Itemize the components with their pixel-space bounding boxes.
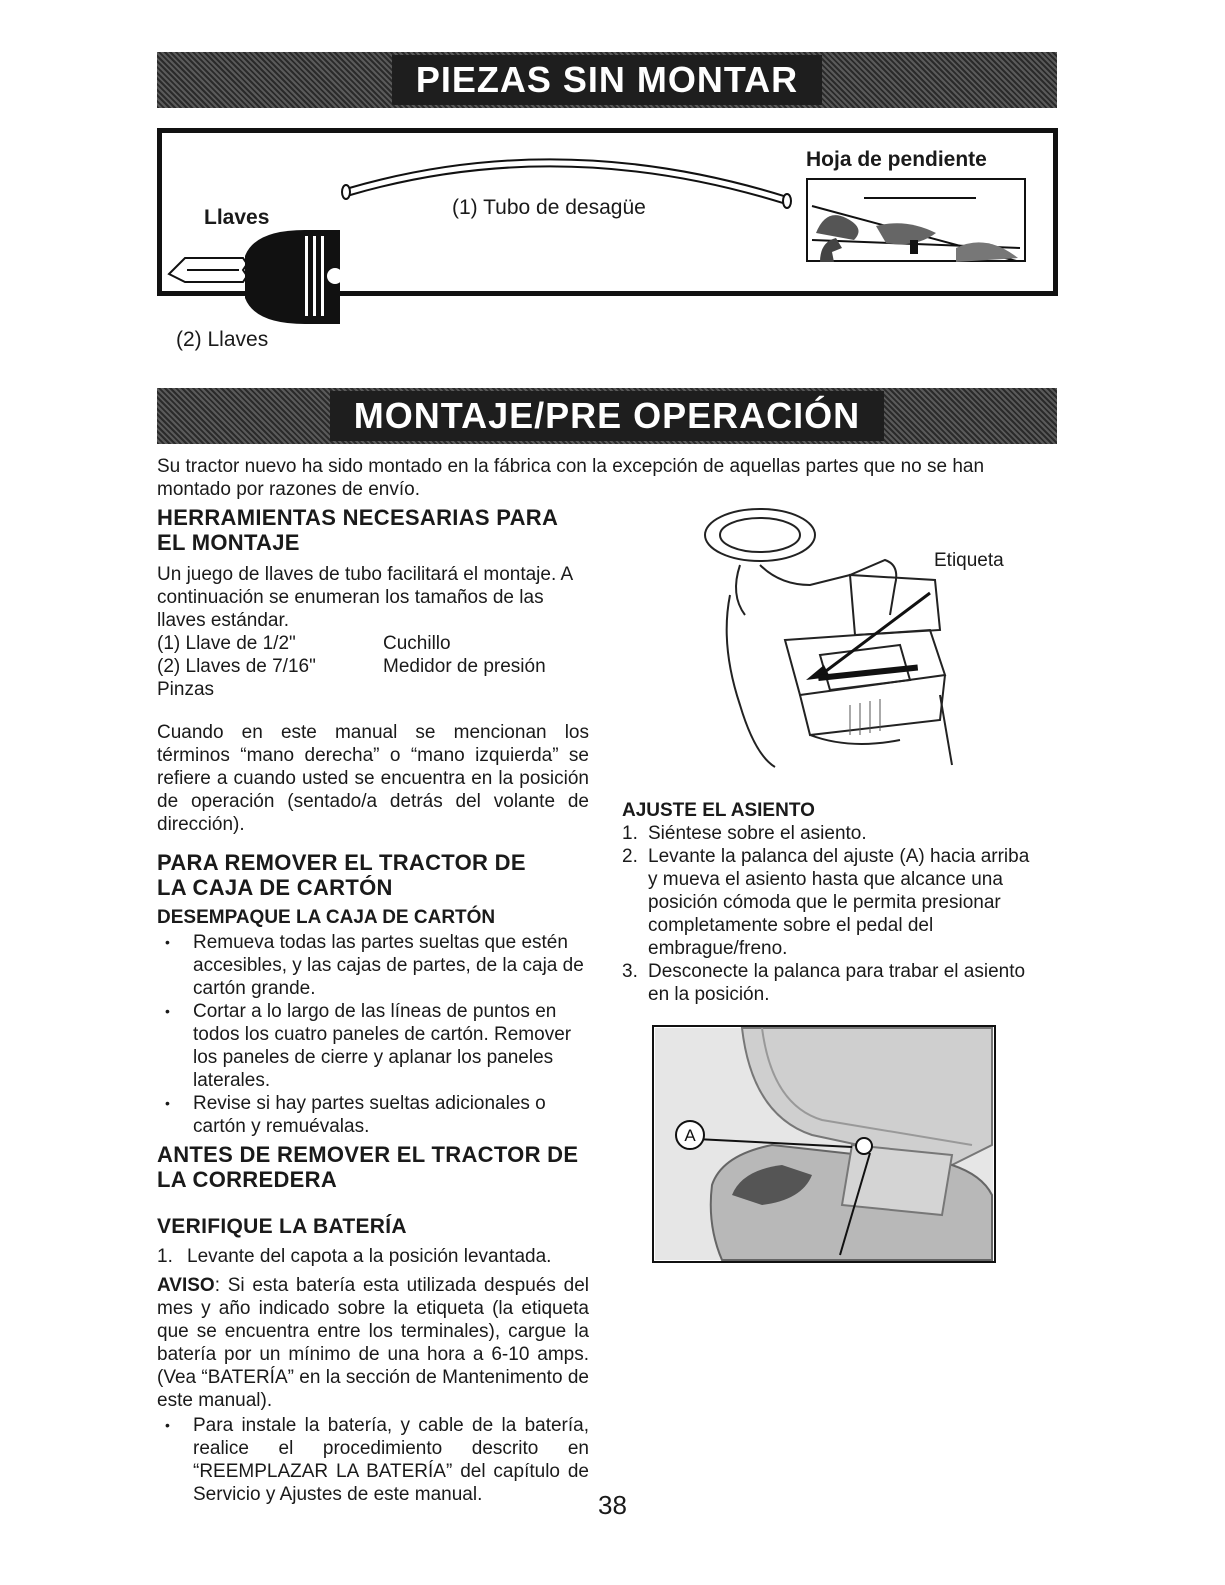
notice-label: AVISO xyxy=(157,1275,215,1296)
tools-list-row: Pinzas xyxy=(157,679,215,700)
banner-title: MONTAJE/PRE OPERACIÓN xyxy=(330,391,884,441)
seat-adjust-steps xyxy=(622,822,1042,1006)
seat-adjust-figure xyxy=(652,1025,996,1263)
keys-label: Llaves xyxy=(204,206,270,229)
seat-adjust-section xyxy=(622,799,1042,1006)
hand-orientation-note: Cuando en este manual se mencionan los términos “mano derecha” o “mano izquierda” se refiere a cuando usted se encuentra en la posición de operación (sentado/a detrás del volante de dirección). xyxy=(157,722,589,835)
seat-adjust-heading: AJUSTE EL ASIENTO xyxy=(622,800,815,821)
drain-tube-caption: (1) Tubo de desagüe xyxy=(452,196,646,219)
list-item: 2. Levante la palanca del ajuste (A) hacia arriba y mueva el asiento hasta que alcance una posición cómoda que le permita presionar completamente sobre el pedal del embrague/freno. xyxy=(622,846,1030,959)
list-item: • Revise si hay partes sueltas adicionales o cartón y remuévalas. xyxy=(157,1092,589,1138)
banner-assembly-preoperation xyxy=(157,388,1057,444)
unpack-subheading: DESEMPAQUE LA CAJA DE CARTÓN xyxy=(157,907,496,928)
battery-notice: AVISO: Si esta batería esta utilizada después del mes y año indicado sobre la etiqueta (la etiqueta que se encuentra entre los terminales), cargue la batería por un mínimo de una hora a 6-10 amps. (Vea “BATERÍA” en la sección de Mantenimento de este manual). xyxy=(157,1275,589,1411)
check-battery-heading: VERIFIQUE LA BATERÍA xyxy=(157,1215,407,1238)
slope-gauge-label: Hoja de pendiente xyxy=(806,148,987,171)
list-item: • Para instale la batería, y cable de la batería, realice el procedimiento descrito en “REEMPLAZAR LA BATERÍA” del capítulo de Servicio y Ajustes de este manual. xyxy=(157,1414,589,1506)
unpack-list xyxy=(157,931,589,1138)
remove-heading: PARA REMOVER EL TRACTOR DE LA CAJA DE CARTÓN xyxy=(157,850,526,900)
battery-label-callout: Etiqueta xyxy=(934,550,1004,571)
list-item: • Remueva todas las partes sueltas que estén accesibles, y las cajas de partes, de la caja de cartón grande. xyxy=(157,931,589,1000)
tools-heading: HERRAMIENTAS NECESARIAS PARA EL MONTAJE xyxy=(157,505,559,555)
left-column xyxy=(157,505,589,1506)
before-remove-heading: ANTES DE REMOVER EL TRACTOR DE LA CORREDERA xyxy=(157,1142,579,1192)
page-number: 38 xyxy=(598,1490,627,1520)
intro-text: Su tractor nuevo ha sido montado en la fábrica con la excepción de aquellas partes que no se han montado por razones de envío. xyxy=(157,456,985,500)
keys-caption: (2) Llaves xyxy=(176,328,269,351)
banner-title: PIEZAS SIN MONTAR xyxy=(392,55,822,105)
list-item: 3. Desconecte la palanca para trabar el asiento en la posición. xyxy=(622,961,1026,1005)
tools-list-row: (1) Llave de 1/2" Cuchillo xyxy=(157,633,451,654)
list-item: • Cortar a lo largo de las líneas de puntos en todos los cuatro paneles de cartón. Remover los paneles de cierre y aplanar los paneles laterales. xyxy=(157,1000,589,1092)
battery-figure xyxy=(700,505,960,770)
banner-unassembled-parts xyxy=(157,52,1057,108)
slope-gauge-icon xyxy=(806,178,1026,262)
lever-callout-label: A xyxy=(684,1126,696,1145)
battery-step-1: 1. Levante del capota a la posición levantada. xyxy=(157,1246,552,1267)
list-item: 1. Siéntese sobre el asiento. xyxy=(622,823,867,844)
tools-list-row: (2) Llaves de 7/16" Medidor de presión xyxy=(157,656,546,677)
tools-text: Un juego de llaves de tubo facilitará el montaje. A continuación se enumeran los tamaños de las llaves estándar. xyxy=(157,564,573,631)
key-icon xyxy=(165,228,345,328)
tools-list xyxy=(157,632,589,701)
